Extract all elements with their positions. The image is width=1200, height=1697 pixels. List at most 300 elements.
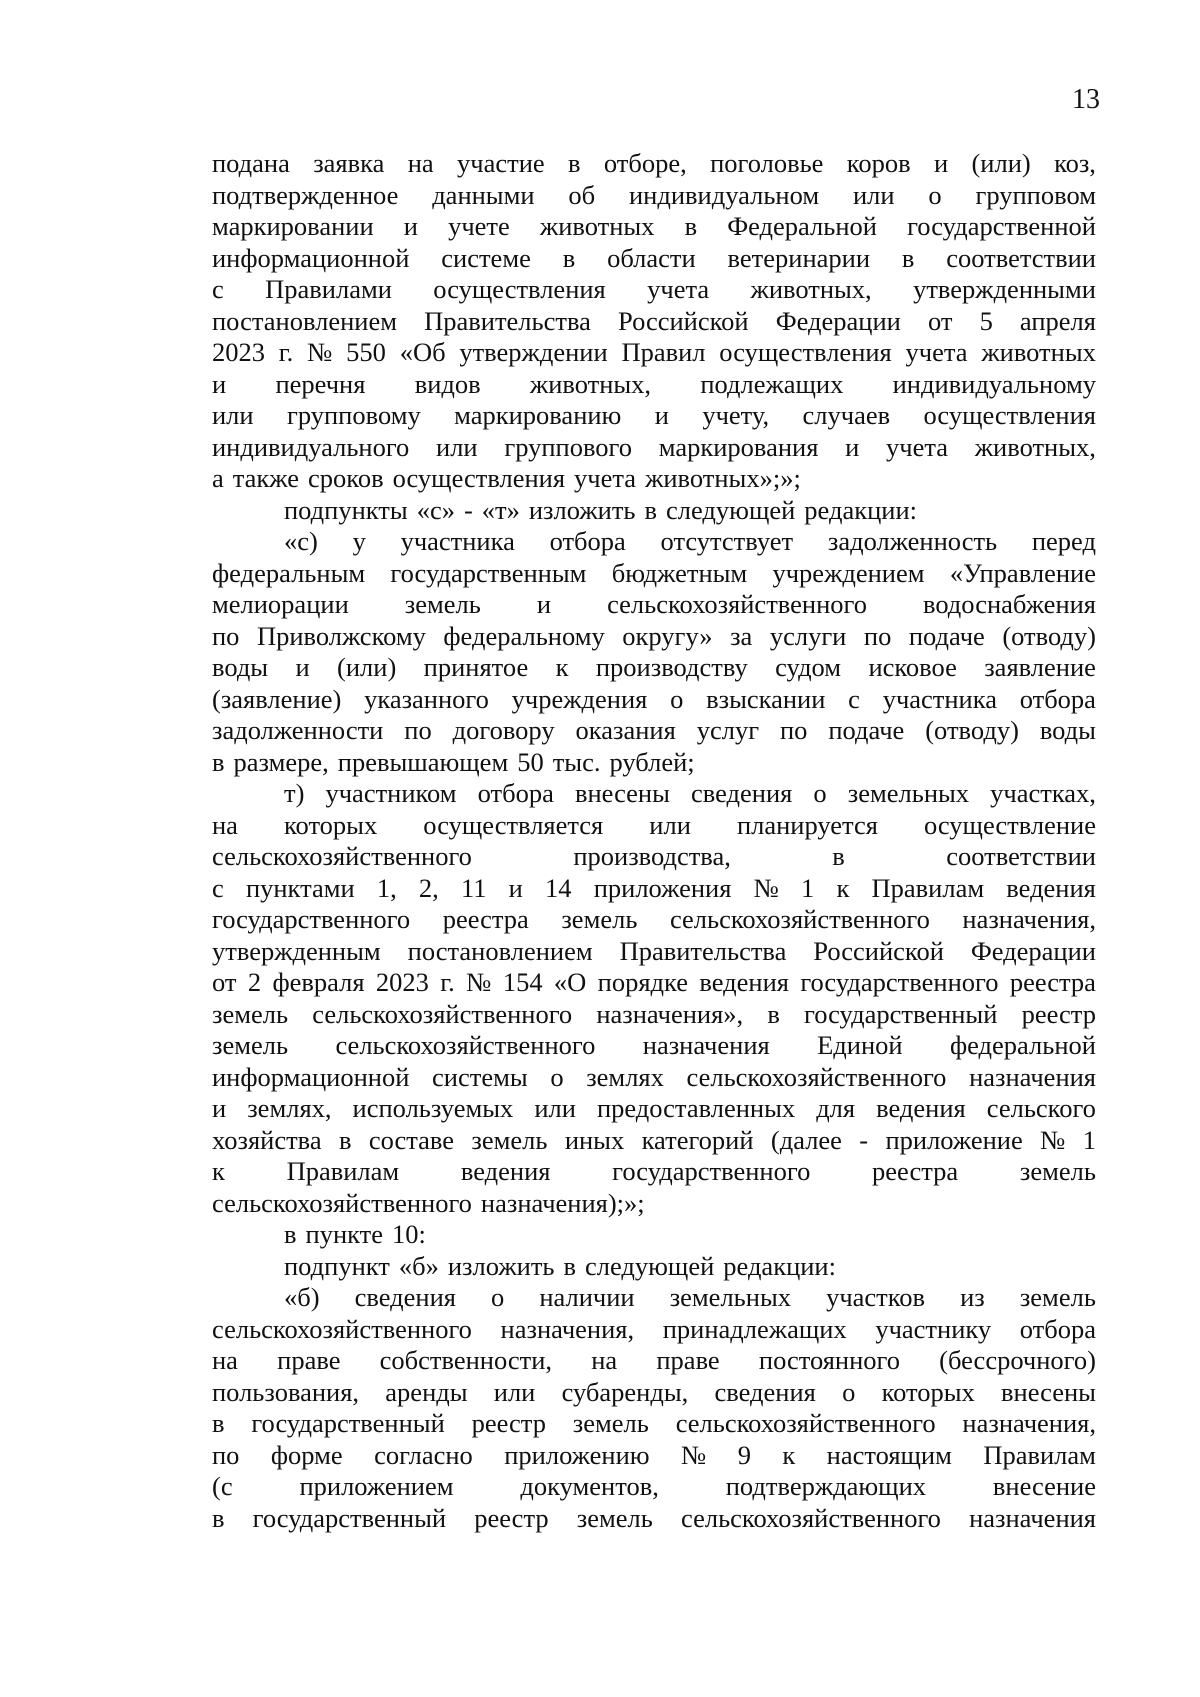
text-line	[212, 148, 1096, 180]
text-line	[212, 180, 1096, 212]
text-word: по	[863, 620, 892, 651]
text-line	[212, 243, 1096, 275]
text-word: и	[212, 368, 227, 399]
text-word: соответствии	[946, 841, 1096, 871]
text-word: на	[591, 1345, 618, 1375]
text-word: соответствии	[946, 242, 1096, 273]
text-word: внесены	[1001, 1376, 1096, 1407]
text-word: приложению	[504, 1439, 650, 1470]
text-word: или	[212, 400, 254, 430]
text-word: земельных	[847, 778, 970, 808]
text-line	[212, 1471, 1096, 1503]
text-word: оказания	[575, 715, 676, 745]
text-line	[212, 1314, 1096, 1346]
text-word: участником	[325, 778, 457, 808]
text-word: сельскохозяйственного	[681, 1502, 941, 1533]
text-word: 14	[545, 872, 572, 903]
text-word: осуществляется	[423, 809, 604, 840]
text-line	[212, 1219, 1096, 1251]
text-line	[212, 1156, 1096, 1188]
text-word: (далее	[770, 1124, 842, 1155]
text-word: «с»	[416, 494, 455, 525]
text-word: сельскохозяйственного	[335, 1030, 596, 1060]
text-word: утверждении	[459, 337, 608, 367]
text-word: сельскохозяйственного	[312, 998, 573, 1029]
text-word: системы	[432, 1061, 528, 1092]
text-word: собственности,	[379, 1345, 553, 1375]
text-word: животных,	[750, 274, 872, 304]
text-line	[212, 1062, 1096, 1094]
text-word: государственной	[907, 211, 1096, 241]
text-word: учета	[574, 463, 637, 493]
text-word: у	[352, 526, 366, 556]
text-word: к	[836, 872, 850, 903]
text-word: внесение	[992, 1471, 1096, 1501]
text-word: №	[466, 967, 492, 997]
text-word: земель	[212, 1030, 289, 1060]
text-word: ведения	[876, 1093, 966, 1123]
text-word: №	[680, 1439, 707, 1470]
text-word: составе	[368, 1124, 455, 1155]
text-line	[212, 1251, 1096, 1283]
text-word: сведения	[691, 778, 793, 808]
text-word: данными	[432, 179, 535, 210]
text-line	[212, 684, 1096, 716]
text-word: праве	[656, 1345, 720, 1375]
text-word: учета	[905, 337, 968, 367]
text-word: области	[607, 242, 696, 273]
text-line	[212, 337, 1096, 369]
text-word: земель	[404, 589, 481, 619]
text-word: (заявление)	[212, 683, 342, 714]
text-word: сельскохозяйственного	[212, 1187, 472, 1218]
text-word: сельскохозяйственного	[212, 1313, 472, 1344]
text-word: отбора	[477, 778, 554, 808]
text-word: федеральному	[443, 620, 605, 651]
text-word: 154	[502, 967, 543, 997]
text-word: реестр	[1021, 998, 1096, 1029]
text-word: на	[407, 148, 434, 178]
text-line	[212, 274, 1096, 306]
text-word: водоснабжения	[922, 589, 1096, 619]
text-word: категорий	[641, 1124, 754, 1155]
text-word: используемых	[352, 1093, 514, 1123]
text-word: животных,	[529, 368, 652, 399]
text-word: реестра	[1009, 967, 1096, 997]
text-word: (или)	[971, 148, 1031, 178]
text-word: Федеральной	[727, 211, 877, 241]
text-word: федеральным	[212, 557, 366, 588]
text-word: превышающем	[337, 746, 509, 777]
text-word: бюджетным	[611, 557, 748, 588]
text-word: из	[960, 1282, 985, 1312]
text-word: в	[901, 242, 915, 273]
text-word: редакции:	[723, 1250, 836, 1281]
text-word: групповому	[286, 400, 421, 430]
text-word: (бессрочного)	[939, 1345, 1096, 1375]
text-word: сельского	[986, 1093, 1096, 1123]
text-word: государственный	[804, 998, 998, 1029]
text-line	[212, 1503, 1096, 1535]
text-word: сведения	[714, 1376, 816, 1407]
text-word: участнику	[875, 1313, 992, 1344]
text-word: и	[654, 400, 669, 430]
text-line	[212, 1030, 1096, 1062]
text-word: 5	[979, 305, 993, 336]
text-word: учете	[448, 211, 510, 241]
text-word: наличии	[539, 1282, 635, 1312]
text-word: договору	[452, 715, 555, 745]
text-word: о	[491, 1282, 505, 1312]
text-word: Правительства	[619, 935, 787, 966]
text-line	[212, 1093, 1096, 1125]
text-word: назначения»,	[596, 998, 744, 1029]
text-word: №	[307, 337, 333, 367]
text-word: реестр	[474, 1502, 549, 1533]
text-word: 2,	[418, 872, 439, 903]
text-word: Российской	[617, 305, 749, 336]
text-word: Правил	[621, 337, 706, 367]
text-word: аренды	[385, 1376, 468, 1407]
text-word: учета	[886, 431, 949, 462]
text-word: производству	[595, 652, 748, 682]
text-word: случаев	[802, 400, 891, 430]
text-word: принадлежащих	[662, 1313, 847, 1344]
text-word: землях,	[247, 1093, 332, 1123]
text-word: участках,	[990, 778, 1096, 808]
text-word: т)	[284, 778, 305, 808]
text-word: маркирования	[658, 431, 819, 462]
text-word: которых	[284, 809, 378, 840]
text-word: или	[852, 179, 895, 210]
text-word: задолженности	[212, 715, 384, 745]
text-word: воды	[1039, 715, 1096, 745]
text-word: подана	[212, 148, 290, 178]
text-word: ведения	[699, 967, 789, 997]
text-word: подаче	[828, 715, 905, 745]
text-line	[212, 211, 1096, 243]
text-word: на	[212, 1345, 238, 1375]
text-word: производства,	[573, 841, 731, 871]
page-number: 13	[1072, 84, 1100, 115]
text-line	[212, 715, 1096, 747]
text-word: учету,	[702, 400, 770, 430]
text-line	[212, 1125, 1096, 1157]
text-word: хозяйства	[212, 1124, 322, 1155]
text-word: о	[670, 683, 684, 714]
text-word: сельскохозяйственного	[607, 589, 867, 619]
text-word: праве	[277, 1345, 341, 1375]
text-line	[212, 1282, 1096, 1314]
text-word: участника	[400, 526, 515, 556]
text-word: о	[842, 1376, 856, 1407]
text-word: Приволжскому	[256, 620, 426, 651]
text-word: а	[212, 463, 224, 493]
text-word: задолженность	[827, 526, 998, 556]
text-word: ветеринарии	[727, 242, 870, 273]
text-word: по	[779, 715, 808, 745]
text-line	[212, 432, 1096, 464]
text-word: сроков	[308, 463, 384, 493]
text-word: подаче	[908, 620, 985, 651]
text-word: «б)	[284, 1282, 320, 1312]
text-word: участков	[826, 1282, 926, 1312]
text-word: за	[730, 620, 753, 651]
text-word: федеральной	[949, 1030, 1096, 1060]
text-word: (отводу)	[925, 715, 1019, 745]
text-word: по	[212, 1439, 240, 1470]
text-word: по	[212, 620, 240, 651]
text-line	[212, 1345, 1096, 1377]
text-word: осуществления	[719, 337, 892, 367]
text-word: назначения	[969, 1502, 1096, 1533]
text-word: подпункт	[284, 1250, 390, 1281]
text-word: к	[555, 652, 569, 682]
text-word: утвержденными	[913, 274, 1096, 304]
text-word: сельскохозяйственного	[675, 1408, 936, 1438]
text-word: в	[562, 242, 576, 273]
text-word: осуществление	[923, 809, 1096, 840]
text-word: подпункты	[284, 494, 408, 525]
text-word: государственный	[251, 1408, 445, 1438]
text-word: коров	[846, 148, 911, 178]
text-word: заявка	[313, 148, 385, 178]
text-word: г.	[440, 967, 455, 997]
text-word: документов,	[520, 1471, 659, 1501]
text-line	[212, 810, 1096, 842]
text-word: индивидуальном	[629, 179, 820, 210]
text-word: о	[928, 179, 942, 210]
text-word: настоящим	[826, 1439, 952, 1470]
text-word: иных	[564, 1124, 625, 1155]
text-word: государственным	[390, 557, 587, 588]
text-word: маркировании	[212, 211, 374, 241]
text-word: групповом	[975, 179, 1096, 210]
text-word: приложением	[299, 1471, 454, 1501]
text-line	[212, 463, 1096, 495]
text-word: форме	[270, 1439, 343, 1470]
text-word: государственный	[252, 1502, 447, 1533]
text-word: и	[508, 872, 523, 903]
text-word: исковое	[868, 652, 957, 682]
text-word: учреждением	[772, 557, 925, 588]
text-word: земель	[212, 998, 289, 1029]
text-line	[212, 841, 1096, 873]
text-word: судом	[775, 652, 842, 682]
text-word: 1,	[376, 872, 397, 903]
text-word: государственного	[612, 1156, 811, 1186]
text-word: и	[403, 211, 418, 241]
text-line	[212, 967, 1096, 999]
text-word: утвержденным	[212, 935, 381, 966]
text-word: постановлением	[407, 935, 593, 966]
text-word: тыс.	[552, 746, 601, 777]
text-word: округу»	[622, 620, 713, 651]
text-word: в	[568, 148, 581, 178]
text-word: маркированию	[454, 400, 622, 430]
text-word: на	[212, 809, 238, 840]
text-line	[212, 558, 1096, 590]
text-word: назначения);»;	[480, 1187, 645, 1218]
text-word: о	[550, 1061, 564, 1092]
text-word: с	[212, 274, 224, 304]
text-word: животных,	[974, 431, 1096, 462]
text-word: в	[832, 841, 845, 871]
text-word: учета	[647, 274, 710, 304]
text-line	[212, 589, 1096, 621]
text-word: г.	[278, 337, 294, 367]
text-word: «Об	[399, 337, 446, 367]
text-word: (с	[212, 1471, 233, 1501]
text-line	[212, 873, 1096, 905]
text-word: информационной	[212, 242, 410, 273]
text-word: к	[782, 1439, 796, 1470]
text-word: группового	[504, 431, 633, 462]
text-word: приложения	[593, 872, 732, 903]
text-word: «б»	[398, 1250, 439, 1281]
text-word: Правилами	[265, 274, 392, 304]
text-line	[212, 400, 1096, 432]
text-word: №	[753, 872, 779, 903]
text-word: индивидуального	[212, 431, 410, 462]
text-word: или	[493, 1376, 536, 1407]
text-word: 550	[346, 337, 386, 367]
text-word: пунктами	[245, 872, 355, 903]
text-word: подтвержденное	[212, 179, 399, 210]
text-word: (отводу)	[1002, 620, 1096, 651]
text-word: государственного	[800, 967, 999, 997]
text-word: согласно	[374, 1439, 473, 1470]
text-word: порядке	[597, 967, 689, 997]
text-word: поголовье	[710, 148, 824, 178]
text-line	[212, 999, 1096, 1031]
text-word: Правилам	[286, 1156, 400, 1186]
text-line	[212, 747, 1096, 779]
text-word: в	[338, 1124, 352, 1155]
text-word: о	[813, 778, 827, 808]
text-word: услуги	[769, 620, 847, 651]
text-word: к	[212, 1156, 225, 1186]
text-word: реестра	[872, 1156, 959, 1186]
text-word: земель	[561, 904, 638, 934]
text-word: указанного	[364, 683, 489, 714]
text-word: услуг	[696, 715, 760, 745]
text-word: Федерации	[775, 305, 901, 336]
text-word: 2023	[375, 967, 429, 997]
text-word: осуществления	[433, 274, 606, 304]
text-word: от	[927, 305, 953, 336]
text-word: Правилам	[871, 872, 985, 903]
text-word: назначения	[642, 1030, 770, 1060]
text-word: отборе,	[603, 148, 687, 178]
text-word: следующей	[666, 494, 796, 525]
text-word: (или)	[337, 652, 397, 682]
text-word: информационной	[212, 1061, 410, 1092]
text-line	[212, 621, 1096, 653]
text-word: ведения	[460, 1156, 551, 1186]
text-word: «Управление	[949, 557, 1096, 588]
text-word: отсутствует	[660, 526, 794, 556]
text-word: и	[536, 589, 552, 619]
text-word: приложение	[885, 1124, 1023, 1155]
text-word: следующей	[585, 1250, 715, 1281]
text-word: в	[767, 998, 780, 1029]
text-word: и	[212, 1093, 227, 1123]
text-word: государственного	[212, 904, 411, 934]
text-word: в	[212, 1408, 225, 1438]
text-word: назначения,	[962, 1408, 1096, 1438]
text-line	[212, 778, 1096, 810]
text-word: перед	[1031, 526, 1096, 556]
text-word: в	[212, 1502, 225, 1533]
text-word: от	[212, 967, 237, 997]
text-word: воды	[212, 652, 269, 682]
text-word: внесены	[574, 778, 670, 808]
text-word: 1	[801, 872, 815, 903]
text-word: земель	[1019, 1156, 1096, 1186]
text-word: в	[212, 746, 225, 777]
text-word: -	[463, 494, 473, 525]
text-word: 11	[460, 872, 487, 903]
text-word: осуществления	[923, 400, 1096, 430]
text-word: сведения	[354, 1282, 456, 1312]
text-word: рублей;	[609, 746, 695, 777]
text-word: земель	[572, 1408, 649, 1438]
text-line	[212, 495, 1096, 527]
text-word: мелиорации	[212, 589, 349, 619]
text-word: субаренды,	[561, 1376, 689, 1407]
text-word: перечня	[275, 368, 366, 399]
text-word: земельных	[669, 1282, 791, 1312]
text-word: Правительства	[424, 305, 591, 336]
text-word: сельскохозяйственного	[669, 904, 930, 934]
text-word: 50	[517, 746, 544, 777]
text-word: «О	[553, 967, 587, 997]
text-word: отбора	[549, 526, 626, 556]
text-word: земель	[471, 1124, 548, 1155]
text-line	[212, 369, 1096, 401]
text-word: участие	[457, 148, 545, 178]
text-word: подтверждающих	[725, 1471, 927, 1501]
text-word: видов	[414, 368, 481, 399]
text-word: индивидуальному	[892, 368, 1096, 399]
text-word: подлежащих	[700, 368, 844, 399]
text-word: по	[404, 715, 432, 745]
text-word: для	[816, 1093, 856, 1123]
text-word: в	[684, 211, 698, 241]
text-word: постановлением	[212, 305, 397, 336]
text-word: учреждения	[511, 683, 648, 714]
text-word: 1	[1082, 1124, 1096, 1155]
text-word: назначения,	[962, 904, 1096, 934]
text-word: отбора	[1019, 683, 1096, 714]
text-word: взыскании	[706, 683, 826, 714]
text-word: реестра	[442, 904, 529, 934]
text-word: предоставленных	[596, 1093, 796, 1123]
text-line	[212, 936, 1096, 968]
text-word: 2	[247, 967, 262, 997]
text-word: и	[933, 148, 949, 178]
text-line	[212, 306, 1096, 338]
text-word: Единой	[817, 1030, 903, 1060]
text-word: планируется	[736, 809, 878, 840]
text-word: землях	[586, 1061, 664, 1092]
text-word: назначения,	[500, 1313, 635, 1344]
text-word: в	[563, 1250, 576, 1281]
text-word: «т»	[481, 494, 520, 525]
text-line	[212, 1188, 1096, 1220]
body-text	[212, 148, 1096, 1534]
